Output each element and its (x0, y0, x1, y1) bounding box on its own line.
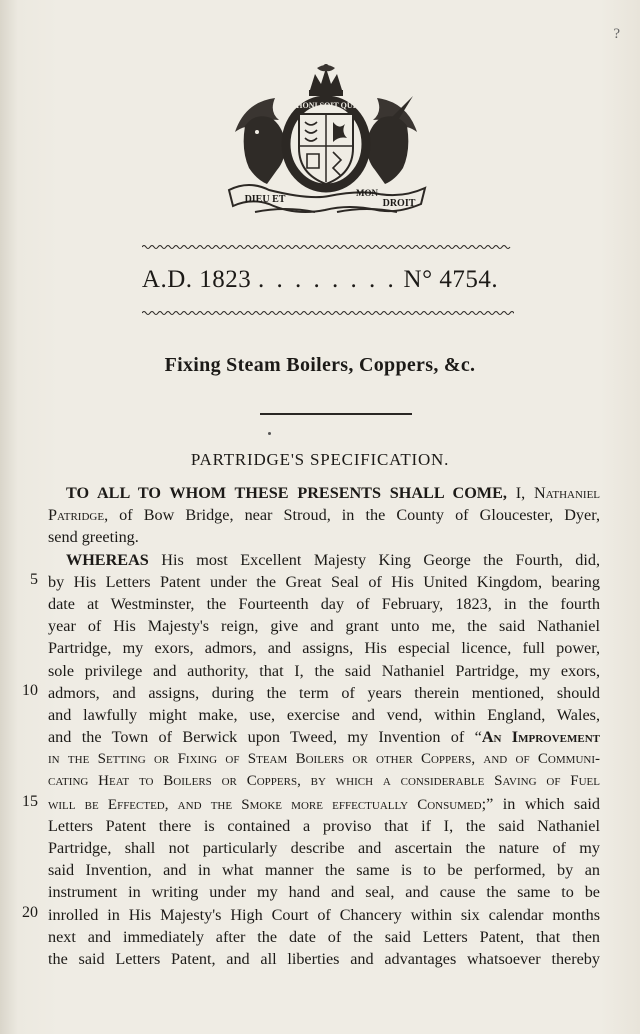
body-line: the said Letters Patent, and all liberties and advantages whatsoever thereby (48, 949, 600, 968)
decorative-rule-bottom (142, 310, 514, 316)
patent-year: A.D. 1823 (141, 266, 252, 293)
corner-mark: ? (613, 26, 620, 42)
crest-motto-right-b: DROIT (382, 198, 416, 209)
body-line: Partridge, shall not particularly describe and ascertain the nature of my (48, 839, 600, 857)
body-line: TO ALL TO WHOM THESE PRESENTS SHALL COME, I, Nathaniel (66, 484, 601, 502)
body-line: Letters Patent there is contained a proviso that if I, the said Nathaniel (48, 816, 600, 835)
crest-motto-right-a: MON (356, 188, 378, 198)
crest-garter-text: HONI SOIT QUI (296, 101, 356, 110)
body-line: date at Westminster, the Fourteenth day of February, 1823, in the fourth (48, 594, 600, 613)
body-line: and the Town of Berwick upon Tweed, my Invention of “An Improvement (48, 728, 600, 747)
patent-dots: . . . . . . . . (258, 266, 397, 293)
body-line: in the Setting or Fixing of Steam Boilers or other Coppers, and of Communi- (48, 751, 600, 768)
body-line: inrolled in His Majesty's High Court of Chancery within six calendar months (48, 905, 600, 924)
ink-dot (268, 432, 271, 435)
body-line: will be Effected, and the Smoke more effectually Consumed;” in which said (48, 794, 600, 813)
body-line: next and immediately after the date of the said Letters Patent, that then (48, 927, 600, 946)
patent-number-line (0, 266, 640, 294)
line-number-15: 15 (22, 793, 38, 810)
royal-coat-of-arms-icon (215, 62, 437, 218)
body-line: sole privilege and authority, that I, the said Nathaniel Partridge, my exors, (48, 661, 600, 680)
body-line: said Invention, and in what manner the same is to be performed, by an (48, 861, 600, 880)
line-number-20: 20 (22, 904, 38, 921)
line-number-5: 5 (30, 571, 38, 588)
body-line: and lawfully might make, use, exercise and vend, within England, Wales, (48, 705, 600, 724)
body-line: Patridge, of Bow Bridge, near Stroud, in the County of Gloucester, Dyer, (48, 506, 600, 525)
specification-heading: PARTRIDGE'S SPECIFICATION. (190, 450, 450, 469)
patent-number: N° 4754. (403, 266, 499, 293)
line-number-10: 10 (22, 682, 38, 699)
body-line: Partridge, my exors, admors, and assigns, His especial licence, full power, (48, 639, 600, 658)
specification-body (48, 482, 600, 970)
body-line: by His Letters Patent under the Great Seal of His United Kingdom, bearing (48, 572, 600, 591)
body-line: WHEREAS His most Excellent Majesty King George the Fourth, did, (66, 550, 600, 569)
title-divider (260, 413, 412, 415)
body-line: send greeting. (48, 528, 139, 547)
decorative-rule-top (142, 244, 514, 250)
body-line: admors, and assigns, during the term of years therein mentioned, should (48, 683, 600, 702)
document-title: Fixing Steam Boilers, Coppers, &c. (164, 354, 476, 376)
body-line: year of His Majesty's reign, give and grant unto me, the said Nathaniel (48, 617, 600, 636)
crest-motto-left: DIEU ET (244, 194, 286, 205)
body-line: cating Heat to Boilers or Coppers, by which a considerable Saving of Fuel (48, 773, 600, 790)
body-line: instrument in writing under my hand and seal, and cause the same to be (48, 883, 600, 902)
